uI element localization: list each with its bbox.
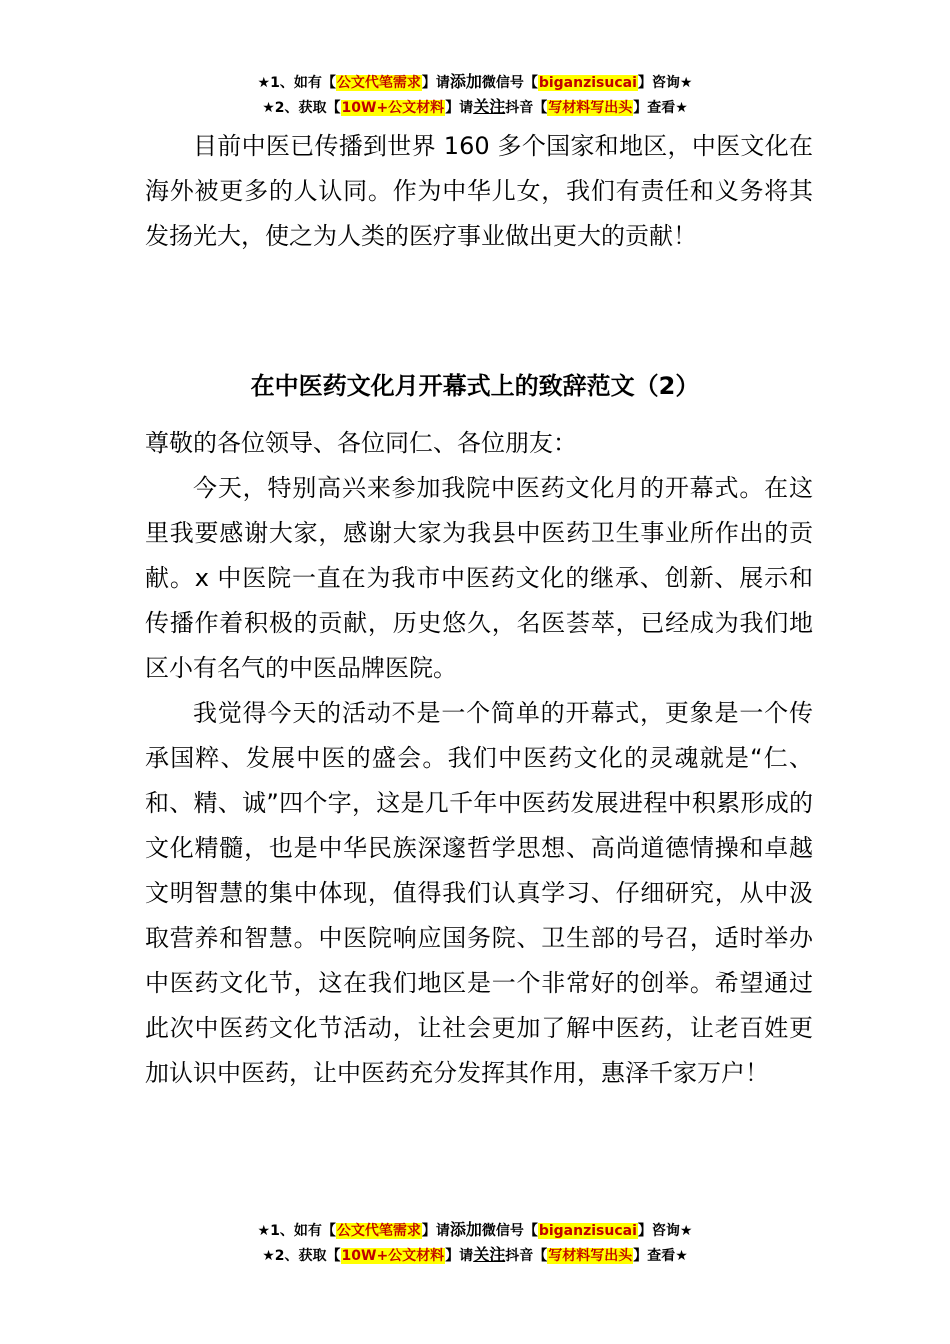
document-title: 在中医药文化月开幕式上的致辞范文（2） (250, 372, 700, 400)
highlight-writing-service: 公文代笔需求 (336, 1223, 421, 1239)
intro-section (145, 124, 813, 259)
speech-body (145, 421, 813, 1096)
banner-line-1: ★1、如有【公文代笔需求】请添加微信号【biganzisucai】咨询★ (257, 1220, 693, 1239)
body-paragraph-2: 我觉得今天的活动不是一个简单的开幕式，更象是一个传承国粹、发展中医的盛会。我们中医药文化的灵魂就是“仁、和、精、诚”四个字，这是几千年中医药发展进程中积累形成的文化精髓，也是中华民族深邃哲学思想、高尚道德情操和卓越文明智慧的集中体现，值得我们认真学习、仔细研究，从中汲取营养和智慧。中医院响应国务院、卫生部的号召，适时举办中医药文化节，这在我们地区是一个非常好的创举。希望通过此次中医药文化节活动，让社会更加了解中医药，让老百姓更加认识中医药，让中医药充分发挥其作用，惠泽千家万户！ (145, 699, 813, 1087)
highlight-wechat-id: biganzisucai (538, 75, 637, 91)
highlight-wechat-id: biganzisucai (538, 1223, 637, 1239)
top-banner (0, 70, 950, 120)
banner-line-2: ★2、获取【10W+公文材料】请关注抖音【写材料写出头】查看★ (262, 1245, 688, 1264)
banner-line-2: ★2、获取【10W+公文材料】请关注抖音【写材料写出头】查看★ (262, 97, 688, 116)
intro-paragraph: 目前中医已传播到世界 160 多个国家和地区，中医文化在海外被更多的人认同。作为中华儿女，我们有责任和义务将其发扬光大，使之为人类的医疗事业做出更大的贡献！ (145, 132, 813, 250)
highlight-writing-service: 公文代笔需求 (336, 75, 421, 91)
highlight-materials: 10W+公文材料 (341, 1248, 445, 1264)
body-paragraph-1: 今天，特别高兴来参加我院中医药文化月的开幕式。在这里我要感谢大家，感谢大家为我县中医药卫生事业所作出的贡献。x 中医院一直在为我市中医药文化的继承、创新、展示和传播作着积极的贡献，历史悠久，名医荟萃，已经成为我们地区小有名气的中医品牌医院。 (145, 474, 813, 682)
highlight-materials: 10W+公文材料 (341, 100, 445, 116)
banner-line-1: ★1、如有【公文代笔需求】请添加微信号【biganzisucai】咨询★ (257, 72, 693, 91)
salutation: 尊敬的各位领导、各位同仁、各位朋友： (145, 429, 577, 457)
highlight-douyin-account: 写材料写出头 (548, 100, 633, 116)
bottom-banner (0, 1218, 950, 1268)
highlight-douyin-account: 写材料写出头 (548, 1248, 633, 1264)
